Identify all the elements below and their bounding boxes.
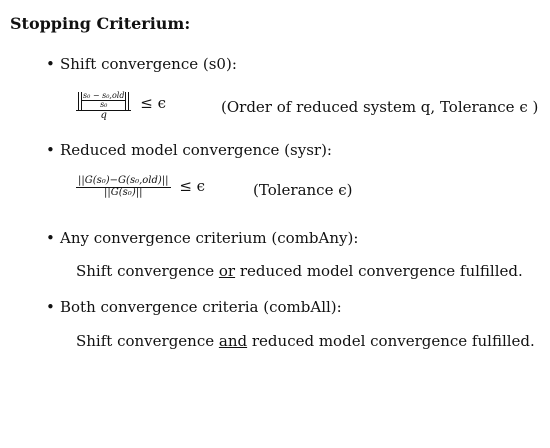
bullet-label: Shift convergence (s0): [60, 55, 237, 73]
reduced-model-note: (Tolerance ϵ) [253, 181, 353, 199]
reduced-formula-numerator: ||G(s₀)−G(s₀,old)|| [78, 175, 169, 186]
slide-heading: Stopping Criterium: [10, 14, 191, 33]
shift-formula-denominator: q [100, 109, 107, 121]
reduced-model-formula [76, 176, 205, 198]
bullet-label: Any convergence criterium (combAny): [60, 229, 359, 247]
comb-all-text-after: reduced model convergence fulfilled. [247, 332, 535, 350]
bullet-reduced-model-convergence [46, 141, 332, 159]
comb-any-text-after: reduced model convergence fulfilled. [235, 262, 523, 280]
comb-any-description [76, 262, 523, 280]
shift-formula-relation: ≤ ϵ [140, 93, 166, 112]
comb-all-keyword: and [218, 332, 248, 350]
bullet-dot: • [46, 298, 55, 316]
bullet-label: Both convergence criteria (combAll): [60, 298, 342, 316]
bullet-dot: • [46, 141, 55, 159]
bullet-comb-any [46, 229, 358, 247]
bullet-dot: • [46, 55, 55, 73]
shift-formula-numerator [76, 86, 131, 110]
comb-all-description [76, 332, 535, 350]
comb-all-text-before: Shift convergence [76, 332, 219, 350]
shift-convergence-formula [76, 86, 166, 121]
bullet-dot: • [46, 229, 55, 247]
shift-formula-norm [78, 92, 129, 110]
shift-convergence-note: (Order of reduced system q, Tolerance ϵ ) [221, 98, 539, 116]
comb-any-text-before: Shift convergence [76, 262, 219, 280]
shift-formula-inner-numerator: s₀ − s₀,old [83, 91, 125, 100]
shift-formula-inner-denominator: s₀ [100, 100, 108, 110]
comb-any-keyword: or [218, 262, 236, 280]
reduced-formula-denominator: ||G(s₀)|| [104, 186, 143, 198]
bullet-comb-all [46, 298, 342, 316]
shift-formula-fraction [76, 86, 131, 121]
bullet-label: Reduced model convergence (sysr): [60, 141, 332, 159]
shift-formula-inner-fraction [81, 92, 126, 110]
bullet-shift-convergence [46, 55, 237, 73]
reduced-formula-fraction [76, 176, 171, 198]
reduced-formula-relation: ≤ ϵ [179, 177, 206, 195]
